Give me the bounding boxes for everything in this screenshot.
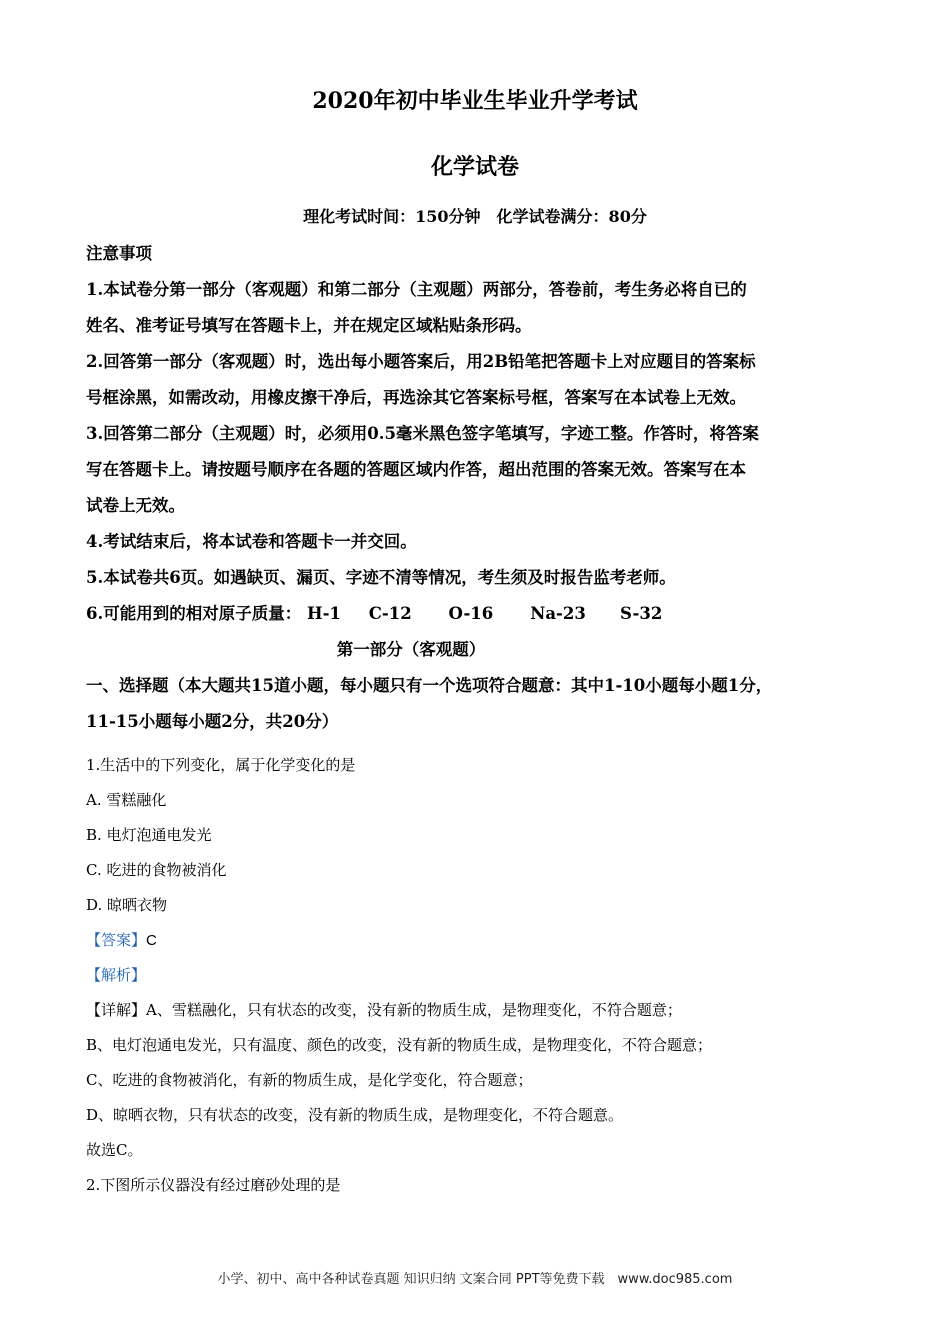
atomic-mass-item: C-12 <box>368 604 412 623</box>
atomic-mass-item: Na-23 <box>530 604 586 623</box>
detail-line: C、吃进的食物被消化，有新的物质生成，是化学变化，符合题意； <box>86 1071 533 1089</box>
notes-section <box>86 236 886 740</box>
detail-text: A、雪糕融化，只有状态的改变，没有新的物质生成，是物理变化，不符合题意； <box>146 1001 682 1019</box>
detail-line <box>86 993 886 1028</box>
question-1 <box>86 748 886 1203</box>
option-c: C. 吃进的食物被消化 <box>86 861 227 879</box>
note-line: 写在答题卡上。请按题号顺序在各题的答题区域内作答，超出范围的答案无效。答案写在本 <box>86 460 746 479</box>
detail-line: B、电灯泡通电发光，只有温度、颜色的改变，没有新的物质生成，是物理变化，不符合题意； <box>86 1036 713 1054</box>
note-line: 1.本试卷分第一部分（客观题）和第二部分（主观题）两部分，答卷前，考生务必将自已的 <box>86 280 747 299</box>
option-a: A. 雪糕融化 <box>86 791 167 809</box>
atomic-mass-item: H-1 <box>306 604 341 623</box>
question-2-stem: 2.下图所示仪器没有经过磨砂处理的是 <box>86 1176 341 1194</box>
part1-title: 第一部分（客观题） <box>336 640 486 659</box>
exam-title: 2020年初中毕业生毕业升学考试 <box>312 88 638 114</box>
note-line: 2.回答第一部分（客观题）时，选出每小题答案后，用2B铅笔把答题卡上对应题目的答案标 <box>86 352 756 371</box>
analysis-tag: 【解析】 <box>86 966 147 984</box>
subject-title: 化学试卷 <box>430 154 519 180</box>
atomic-mass-item: S-32 <box>619 604 663 623</box>
option-b: B. 电灯泡通电发光 <box>86 826 212 844</box>
note-line: 3.回答第二部分（主观题）时，必须用0.5毫米黑色签字笔填写，字迹工整。作答时，将答案 <box>86 424 759 443</box>
section-heading: 一、选择题（本大题共15道小题，每小题只有一个选项符合题意：其中1-10小题每小题1分， <box>86 676 773 695</box>
note-line: 4.考试结束后，将本试卷和答题卡一并交回。 <box>86 532 417 551</box>
atomic-mass-line <box>86 596 886 632</box>
section-heading-cont: 11-15小题每小题2分，共20分） <box>86 712 339 731</box>
answer-line <box>86 923 886 958</box>
time-info: 理化考试时间：150分钟 化学试卷满分：80分 <box>303 207 647 226</box>
question-stem: 1.生活中的下列变化，属于化学变化的是 <box>86 756 356 774</box>
atomic-mass-label: 6.可能用到的相对原子质量： <box>86 604 302 623</box>
page-footer: 小学、初中、高中各种试卷真题 知识归纳 文案合同 PPT等免费下载 www.doc985.com <box>217 1272 733 1287</box>
detail-line: D、晾晒衣物，只有状态的改变，没有新的物质生成，是物理变化，不符合题意。 <box>86 1106 624 1124</box>
detail-tag: 【详解】 <box>86 1001 147 1019</box>
option-d: D. 晾晒衣物 <box>86 896 168 914</box>
answer-tag: 【答案】 <box>86 931 147 949</box>
note-line: 姓名、准考证号填写在答题卡上，并在规定区域粘贴条形码。 <box>86 316 532 335</box>
note-line: 5.本试卷共6页。如遇缺页、漏页、字迹不清等情况，考生须及时报告监考老师。 <box>86 568 676 587</box>
detail-conclusion: 故选C。 <box>86 1141 143 1159</box>
notes-heading: 注意事项 <box>86 244 152 263</box>
answer-value: C <box>146 932 157 949</box>
atomic-mass-item: O-16 <box>448 604 494 623</box>
note-line: 号框涂黑，如需改动，用橡皮擦干净后，再选涂其它答案标号框，答案写在本试卷上无效。 <box>86 388 746 407</box>
note-line: 试卷上无效。 <box>86 496 185 515</box>
